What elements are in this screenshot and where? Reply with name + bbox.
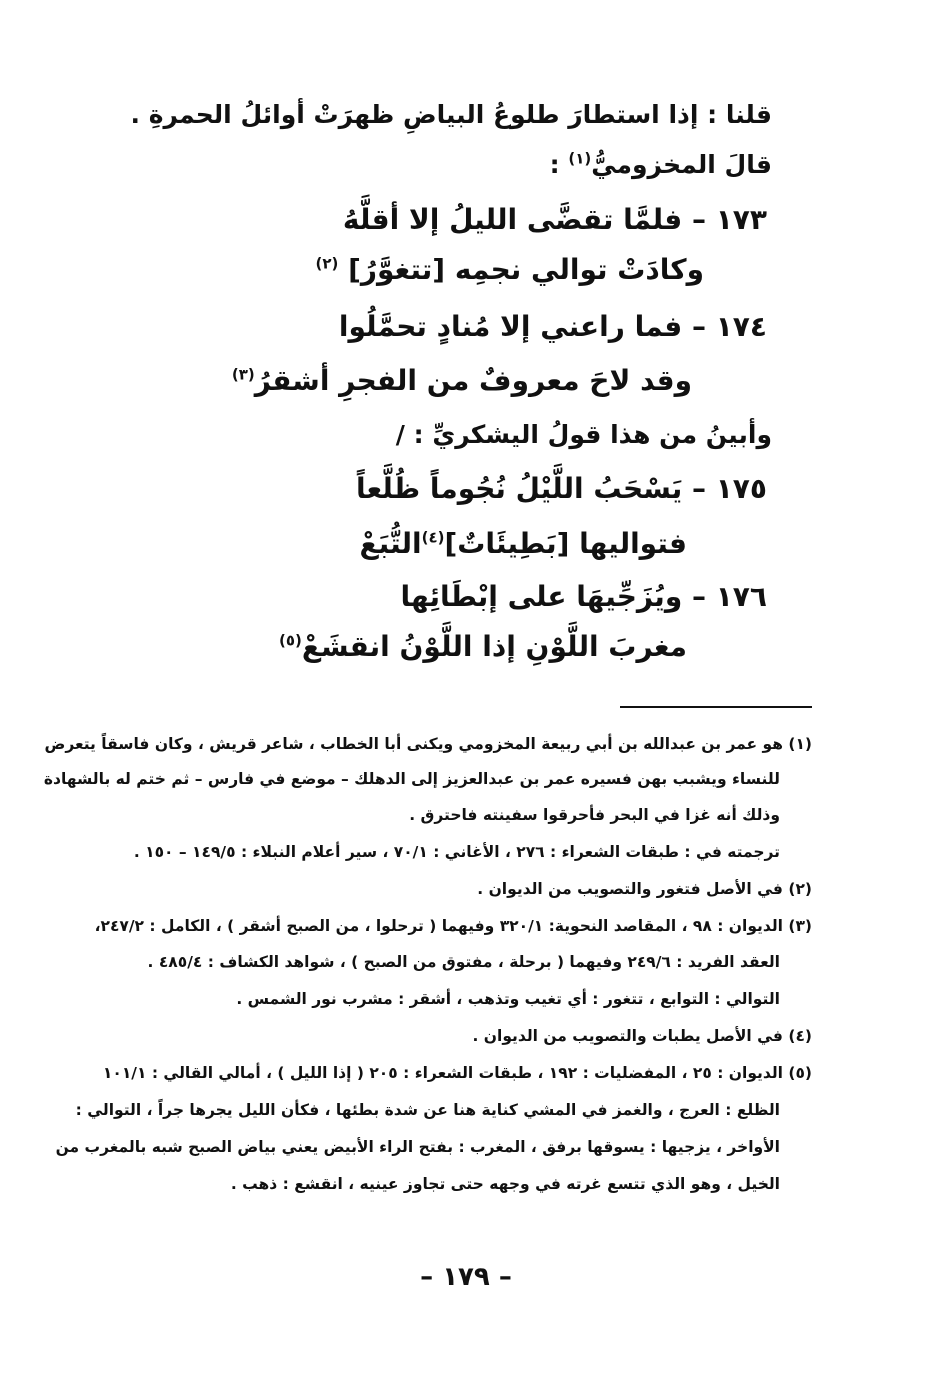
footnote-5-line-4: الخيل ، وهو الذي تتسع غرته في وجهه حتى تجاوز عينيه ، انقشع : ذهب . (230, 1175, 780, 1193)
verse-173-second-text: وكادَتْ توالي نجمِه [تتغوَّرُ] (348, 253, 704, 286)
footnote-ref-4: (٤) (421, 528, 445, 547)
verse-175-second (360, 527, 687, 560)
footnote-2-line-1: (٢) في الأصل فتغور والتصويب من الديوان . (477, 880, 812, 898)
verse-174-first: ١٧٤ – فما راعني إلا مُنادٍ تحمَّلُوا (338, 310, 767, 343)
verse-176-second (279, 630, 687, 663)
footnote-5-line-2: الظلع : العرج ، والغمز في المشي كناية هنا عن شدة بطئها ، فكأن الليل يجرها جراً ، التوالي : (75, 1101, 780, 1119)
footnote-1-line-2: للنساء ويشبب بهن فسيره عمر بن عبدالعزيز إلى الدهلك – موضع في فارس – ثم ختم له بالشهادة (43, 770, 780, 788)
verse-175-second-text: فتواليها [بَطِيئَاتٌ] (444, 527, 687, 560)
footnote-separator (620, 706, 812, 708)
footnote-1-line-3: وذلك أنه غزا في البحر فأحرقوا سفينته فاحترق . (409, 806, 780, 824)
footnote-5-line-1: (٥) الديوان : ٢٥ ، المفضليات : ١٩٢ ، طبقات الشعراء : ٢٠٥ ( إذا الليل ) ، أمالي القالي : ١٠١/١ (102, 1064, 812, 1082)
poet-name: قالَ المخزوميُّ (591, 150, 772, 179)
verse-176-second-text: مغربَ اللَّوْنِ إذا اللَّوْنُ انقشَعْ (301, 630, 687, 663)
yashkuri-intro: وأبينُ من هذا قولُ اليشكريِّ : / (395, 420, 772, 449)
verse-173-second (315, 253, 704, 286)
verse-174-second (232, 364, 692, 397)
footnote-ref-5: (٥) (279, 631, 302, 650)
footnote-ref-3: (٣) (231, 365, 255, 384)
footnote-3-line-2: العقد الفريد : ٢٤٩/٦ وفيهما ( برحلة ، مفتوق من الصبح ) ، شواهد الكشاف : ٤٨٥/٤ . (147, 953, 780, 971)
footnote-3-line-1: (٣) الديوان : ٩٨ ، المقاصد النحوية: ٣٢٠/١ وفيهما ( ترحلوا ، من الصبح أشقر ) ، الكامل : ٢٤٧/٢، (94, 917, 812, 935)
verse-173-first: ١٧٣ – فلمَّا تقضَّى الليلُ إلا أقلَّهُ (342, 203, 767, 236)
footnote-3-line-3: التوالي : التوابع ، تتغور : أي تغيب وتذهب ، أشقر : مشرب نور الشمس . (236, 990, 780, 1008)
colon: : (549, 150, 560, 179)
footnote-4-line-1: (٤) في الأصل يطبات والتصويب من الديوان . (472, 1027, 812, 1045)
footnote-ref-1: (١) (568, 149, 592, 168)
footnote-1-line-1: (١) هو عمر بن عبدالله بن أبي ربيعة المخزومي ويكنى أبا الخطاب ، شاعر قريش ، وكان فاسقاً يتعرض (44, 735, 812, 753)
intro-line: قلنا : إذا استطارَ طلوعُ البياضِ ظهرَتْ أوائلُ الحمرةِ . (130, 100, 772, 129)
verse-176-first: ١٧٦ – ويُزَجِّيهَا على إبْطَائِها (400, 580, 767, 613)
footnote-ref-2: (٢) (315, 254, 339, 273)
page-number: – ١٧٩ – (420, 1262, 512, 1292)
verse-174-second-text: وقد لاحَ معروفٌ من الفجرِ أشقرُ (254, 364, 692, 397)
verse-175-second-end: التُّبَعْ (359, 527, 422, 560)
footnote-5-line-3: الأواخر ، يزجيها : يسوقها برفق ، المغرب : بفتح الراء الأبيض يعني بياض الصبح شبه بالمغرب من (55, 1138, 780, 1156)
verse-175-first: ١٧٥ – يَسْحَبُ اللَّيْلُ نُجُوماً ظُلَّعاً (355, 472, 767, 505)
poet-attribution (550, 150, 772, 179)
footnote-1-line-4: ترجمته في : طبقات الشعراء : ٢٧٦ ، الأغاني : ٧٠/١ ، سير أعلام النبلاء : ١٤٩/٥ – ١٥٠ . (133, 843, 780, 861)
